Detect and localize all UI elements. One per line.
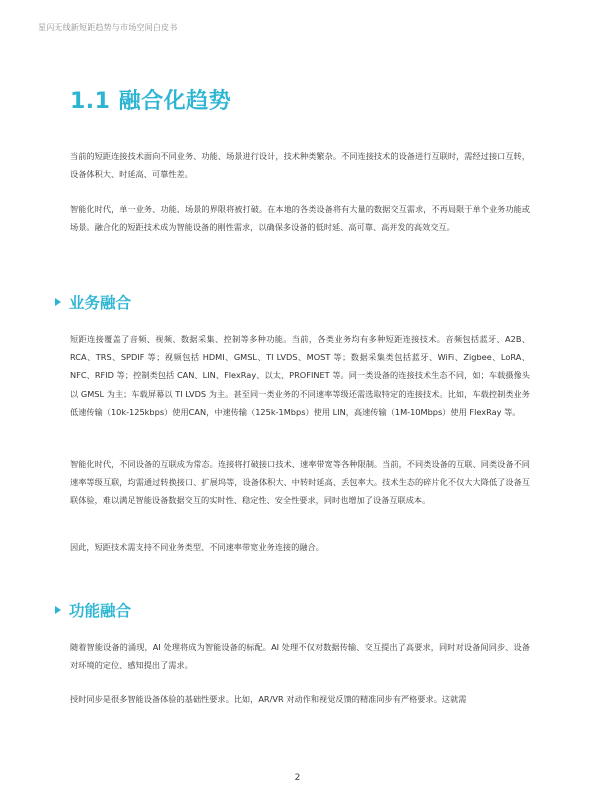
triangle-bullet-icon	[55, 298, 61, 306]
subsection-heading-function	[55, 600, 131, 620]
business-paragraph-1: 短距连接覆盖了音频、视频、数据采集、控制等多种功能。当前，各类业务均有多种短距连接技术。音频包括蓝牙、A2B、RCA、TRS、SPDIF 等；视频包括 HDMI、GMSL、TI LVDS、MOST 等；数据采集类包括蓝牙、WiFi、Zigbee、LoRA、NFC、RFID 等；控制类包括 CAN、LIN、FlexRay、以太、PROFINET 等。同一类设备的连接技术生态不同，如；车载摄像头以 GMSL 为主；车载屏幕以 TI LVDS 为主。甚至同一类业务的不同速率等级还需选取特定的连接技术。比如，车载控制类业务低速传输（10k-125kbps）使用CAN，中速传输（125k-1Mbps）使用 LIN，高速传输（1M-10Mbps）使用 FlexRay 等。	[70, 334, 530, 417]
function-paragraph-2: 授时同步是很多智能设备体验的基础性要求。比如，AR/VR 对动作和视觉反馈的精准同步有严格要求。这就需	[70, 694, 467, 704]
business-paragraph-3: 因此，短距技术需支持不同业务类型、不同速率带宽业务连接的融合。	[70, 542, 324, 552]
running-header: 星闪无线新短距趋势与市场空间白皮书	[38, 23, 178, 32]
intro-paragraph-2: 智能化时代，单一业务、功能、场景的界限将被打破。在本地的各类设备将有大量的数据交互需求，不再局限于单个业务功能或场景。融合化的短距技术成为智能设备的刚性需求，以确保多设备的低时延、高可靠、高并发的高效交互。	[70, 204, 530, 233]
subsection-title: 业务融合	[69, 294, 132, 312]
business-paragraph-2: 智能化时代，不同设备的互联成为常态。连接将打破接口技术、速率带宽等各种限制。当前，不同类设备的互联、同类设备不同速率等级互联，均需通过转换接口、扩展坞等，设备体积大、中转时延高、丢包率大。技术生态的碎片化不仅大大降低了设备互联体验，难以满足智能设备数据交互的实时性、稳定性、安全性要求，同时也增加了设备互联成本。	[70, 459, 530, 506]
triangle-bullet-icon	[55, 606, 61, 614]
page-number: 2	[294, 773, 301, 783]
subsection-title: 功能融合	[69, 602, 132, 620]
subsection-heading-business	[55, 292, 131, 312]
function-paragraph-1: 随着智能设备的涌现，AI 处理将成为智能设备的标配。AI 处理不仅对数据传输、交互提出了高要求，同时对设备间同步、设备对环境的定位、感知提出了需求。	[70, 642, 530, 671]
intro-paragraph-1: 当前的短距连接技术面向不同业务、功能、场景进行设计，技术种类繁杂。不同连接技术的设备进行互联时，需经过接口互转，设备体积大、时延高、可靠性差。	[70, 151, 530, 180]
section-title: 1.1 融合化趋势	[70, 89, 232, 114]
